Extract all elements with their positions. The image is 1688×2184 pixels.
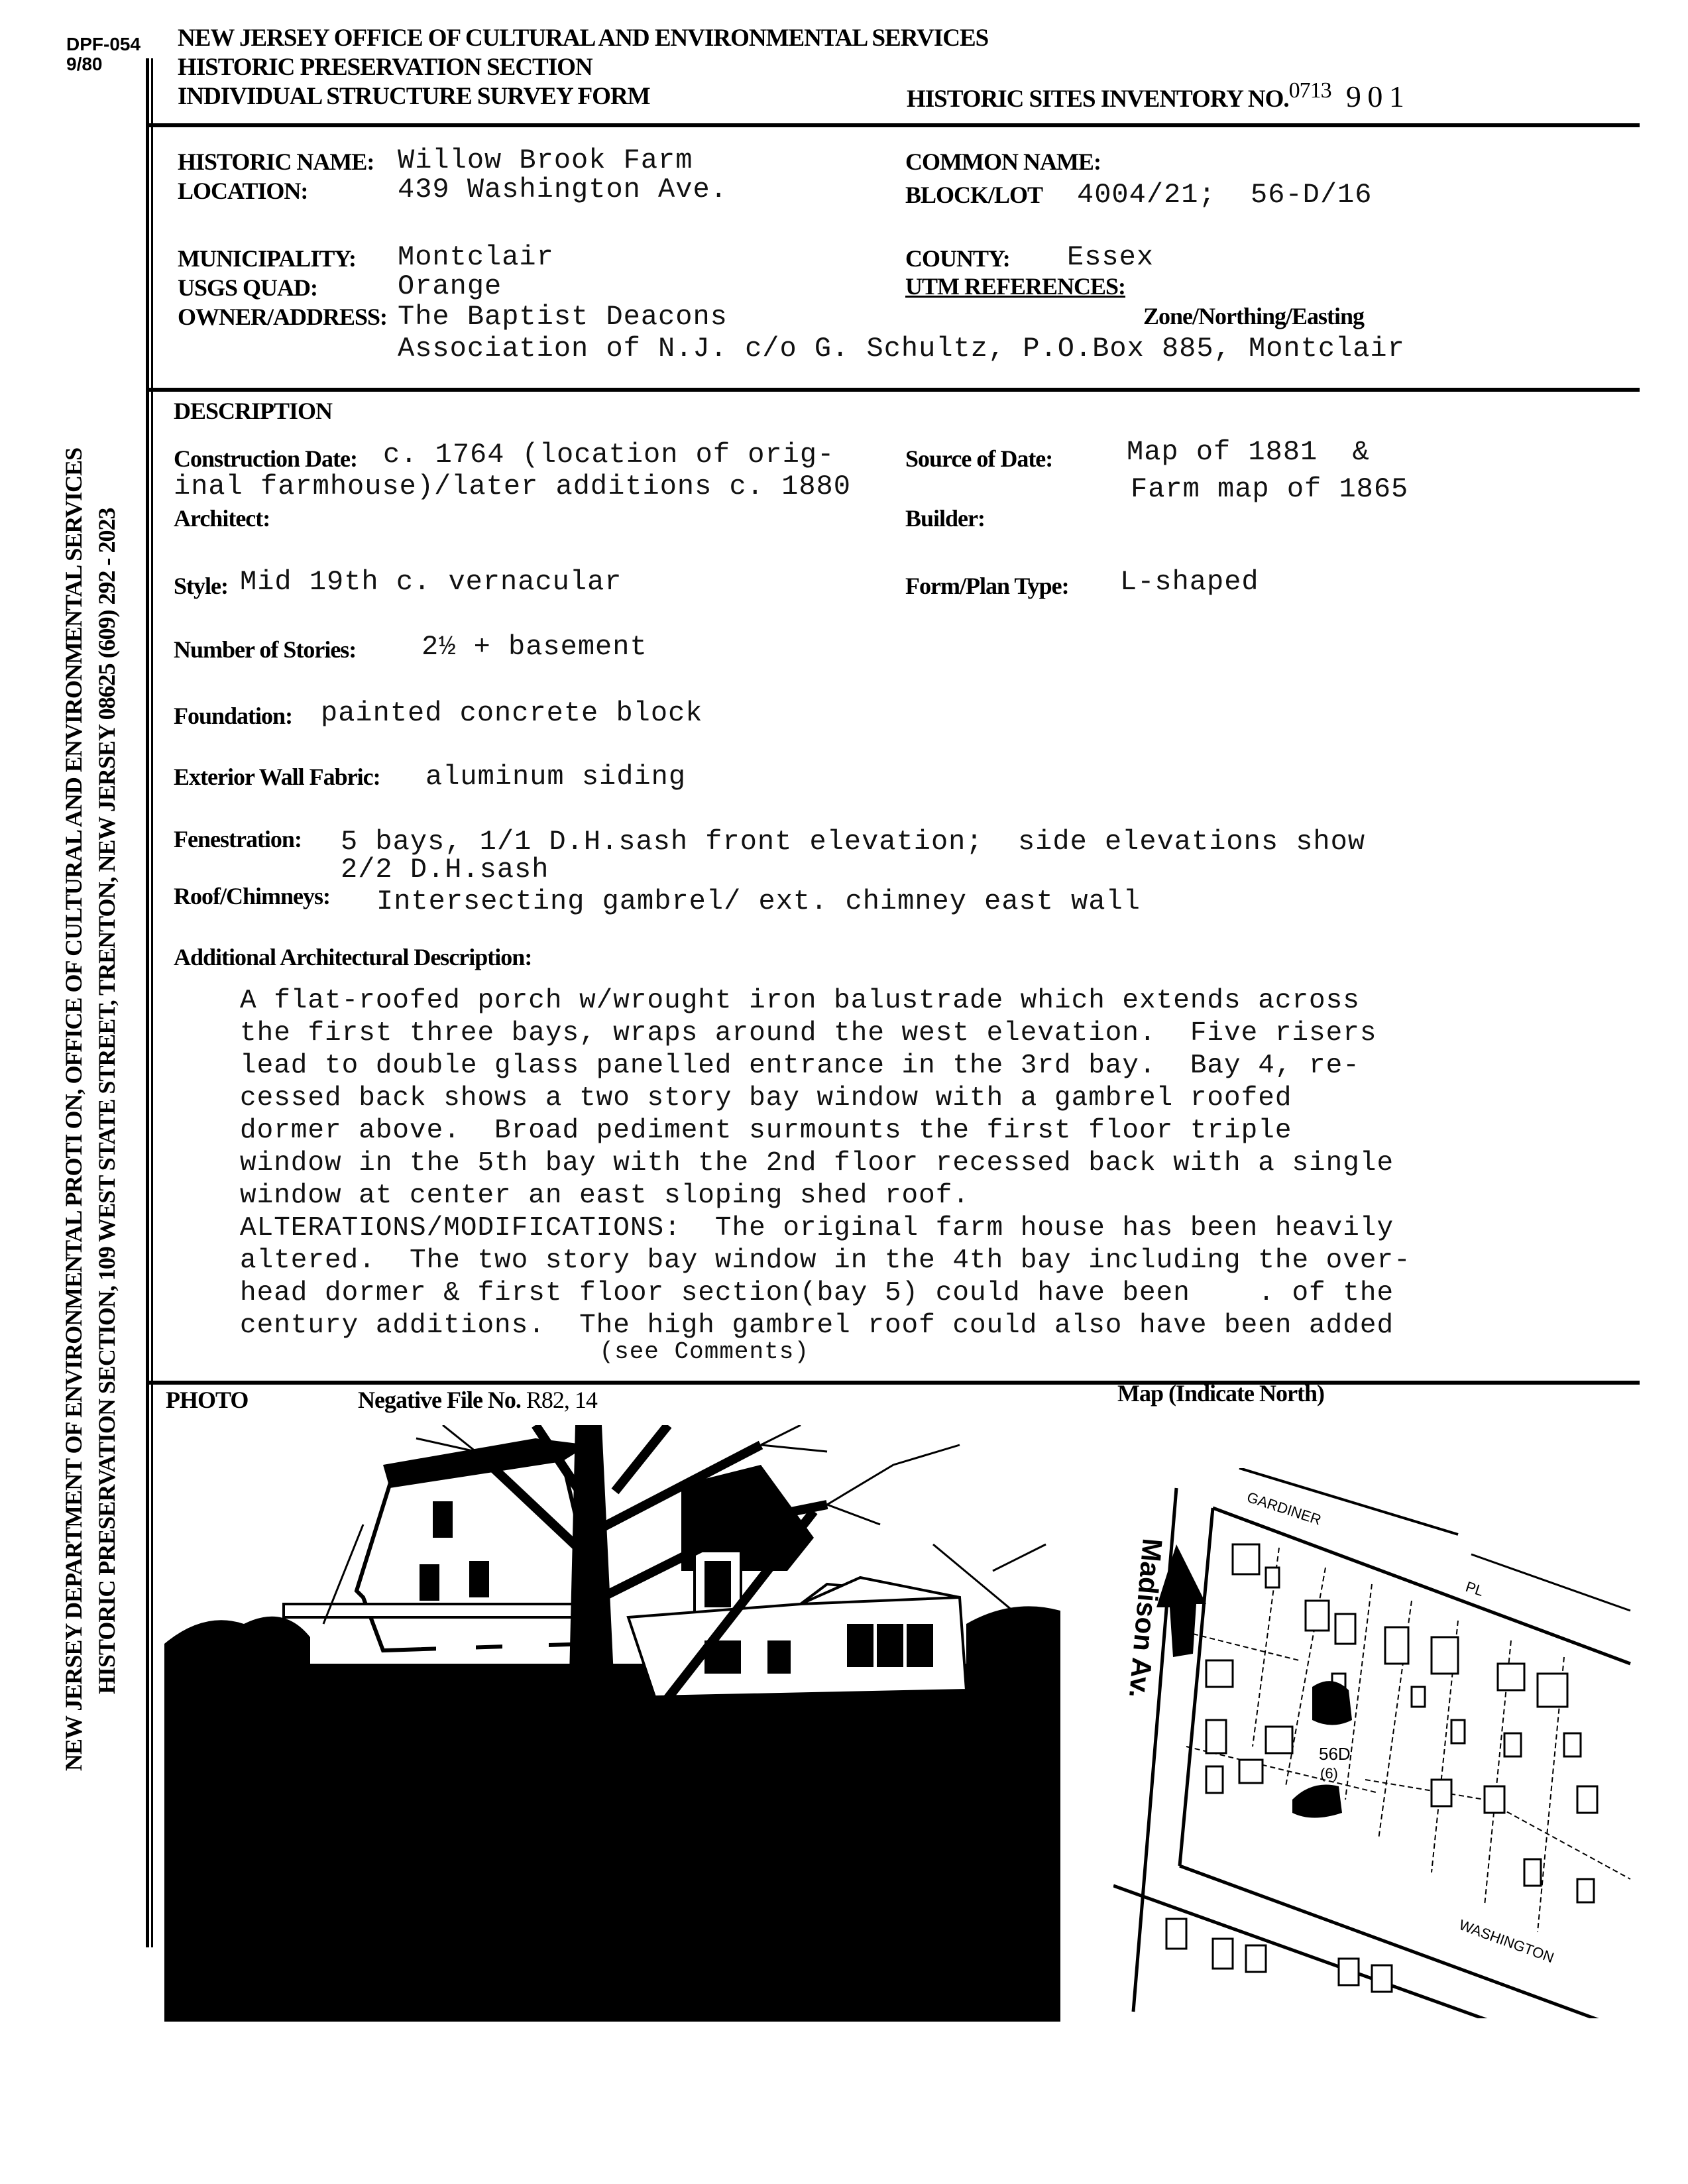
negative-file-field	[358, 1385, 597, 1414]
foundation-value: painted concrete block	[321, 697, 703, 729]
left-border-outer	[146, 58, 149, 1947]
photo-window	[907, 1624, 933, 1667]
construction-date-line-2: inal farmhouse)/later additions c. 1880	[174, 471, 851, 502]
block-lot-label: BLOCK/LOT	[905, 182, 1043, 208]
utm-sublabel: Zone/Northing/Easting	[1143, 303, 1365, 329]
roof-chimneys-value: Intersecting gambrel/ ext. chimney east wall	[376, 886, 1141, 917]
map-street-label: WASHINGTON	[1457, 1916, 1557, 1967]
map-street-label: PL	[1463, 1578, 1486, 1600]
photo-window	[877, 1624, 903, 1667]
inventory-number: 9 0 1	[1345, 80, 1404, 113]
map-street-label: GARDINER	[1245, 1488, 1323, 1528]
builder-label: Builder:	[905, 505, 985, 532]
alterations-line: head dormer & first floor section(bay 5) could have been . of the	[240, 1278, 1394, 1308]
usgs-quad-value: Orange	[398, 270, 502, 302]
form-code	[66, 34, 141, 74]
municipality-label: MUNICIPALITY:	[178, 245, 357, 272]
map-street-label: Madison Av.	[1123, 1537, 1168, 1699]
description-line: A flat-roofed porch w/wrought iron balustrade which extends across	[240, 986, 1360, 1016]
divider-identification	[147, 388, 1640, 392]
utm-references-label: UTM REFERENCES:	[905, 273, 1126, 300]
see-comments-note: (see Comments)	[240, 1338, 809, 1365]
form-code-number: DPF-054	[66, 34, 141, 54]
description-line: cessed back shows a two story bay window with a gambrel roofed	[240, 1083, 1292, 1114]
source-of-date-label: Source of Date:	[905, 445, 1053, 472]
plat-map-illustration	[1113, 1468, 1637, 2018]
county-label: COUNTY:	[905, 245, 1010, 272]
map-label: Map (Indicate North)	[1117, 1380, 1324, 1407]
location-map	[1113, 1468, 1637, 2018]
fenestration-line-2: 2/2 D.H.sash	[341, 854, 549, 886]
sidebar-address-line: HISTORIC PRESERVATION SECTION, 109 WEST STATE STREET, TRENTON, NEW JERSEY 08625 (609) 292 - 2023	[93, 508, 120, 1694]
common-name-label: COMMON NAME:	[905, 148, 1101, 175]
photo-window	[847, 1624, 873, 1667]
source-of-date-line-2: Farm map of 1865	[1131, 473, 1409, 505]
alterations-line: altered. The two story bay window in the 4th bay including the over-	[240, 1245, 1411, 1276]
negative-file-number: R82, 14	[526, 1387, 597, 1413]
description-line: the first three bays, wraps around the west elevation. Five risers	[240, 1018, 1377, 1049]
alterations-line: century additions. The high gambrel roof could also have been added	[240, 1310, 1394, 1341]
map-lot-sublabel: (6)	[1320, 1765, 1338, 1782]
photo-window	[433, 1501, 453, 1538]
form-plan-label: Form/Plan Type:	[905, 573, 1069, 599]
description-section-label: DESCRIPTION	[174, 398, 333, 424]
description-line: lead to double glass panelled entrance in the 3rd bay. Bay 4, re-	[240, 1051, 1360, 1081]
alterations-line: ALTERATIONS/MODIFICATIONS: The original farm house has been heavily	[240, 1213, 1394, 1243]
stories-label: Number of Stories:	[174, 636, 357, 663]
owner-line-2: Association of N.J. c/o G. Schultz, P.O.Box 885, Montclair	[398, 333, 1405, 365]
location-label: LOCATION:	[178, 178, 308, 204]
stories-value: 2½ + basement	[422, 631, 647, 663]
wall-fabric-label: Exterior Wall Fabric:	[174, 764, 380, 790]
divider-header	[147, 123, 1640, 127]
inventory-label: HISTORIC SITES INVENTORY NO.	[907, 86, 1289, 113]
photo-window	[420, 1564, 439, 1601]
description-line: window in the 5th bay with the 2nd floor recessed back with a single	[240, 1148, 1394, 1178]
fenestration-line-1: 5 bays, 1/1 D.H.sash front elevation; side elevations show	[341, 826, 1366, 858]
photo-window	[767, 1640, 791, 1674]
left-border-inner	[151, 58, 153, 1947]
fenestration-label: Fenestration:	[174, 826, 302, 852]
photo-right-bushes	[966, 1606, 1060, 1690]
photo-ground	[164, 1664, 1060, 2022]
house-photograph	[164, 1425, 1060, 2022]
form-title: INDIVIDUAL STRUCTURE SURVEY FORM	[178, 83, 650, 110]
block-lot-value: 4004/21; 56-D/16	[1077, 179, 1373, 211]
photo-porch-steps	[502, 1631, 549, 1664]
description-line: dormer above. Broad pediment surmounts the first floor triple	[240, 1116, 1292, 1146]
photo-window	[469, 1561, 489, 1597]
divider-description	[147, 1381, 1640, 1385]
source-of-date-line-1: Map of 1881 &	[1127, 436, 1370, 468]
architect-label: Architect:	[174, 505, 270, 532]
sidebar-department-line: NEW JERSEY DEPARTMENT OF ENVIRONMENTAL PROTI ON, OFFICE OF CULTURAL AND ENVIRONMENTAL SERVICES	[60, 447, 87, 1771]
county-value: Essex	[1067, 241, 1154, 273]
agency-title: NEW JERSEY OFFICE OF CULTURAL AND ENVIRONMENTAL SERVICES	[178, 25, 989, 52]
construction-date-label: Construction Date:	[174, 445, 357, 472]
form-plan-value: L-shaped	[1120, 566, 1259, 598]
photo-label: PHOTO	[166, 1387, 249, 1413]
additional-description-label: Additional Architectural Description:	[174, 944, 532, 970]
historic-name-value: Willow Brook Farm	[398, 144, 693, 176]
owner-line-1: The Baptist Deacons	[398, 301, 728, 333]
style-label: Style:	[174, 573, 228, 599]
negative-file-label: Negative File No.	[358, 1387, 521, 1413]
construction-date-line-1: c. 1764 (location of orig-	[383, 439, 835, 471]
roof-chimneys-label: Roof/Chimneys:	[174, 883, 330, 909]
municipality-value: Montclair	[398, 241, 554, 273]
description-line: window at center an east sloping shed roof.	[240, 1180, 970, 1211]
section-title: HISTORIC PRESERVATION SECTION	[178, 54, 592, 81]
style-value: Mid 19th c. vernacular	[240, 566, 622, 598]
map-lot-label: 56D	[1319, 1744, 1351, 1764]
location-value: 439 Washington Ave.	[398, 174, 728, 205]
inventory-prefix: 0713	[1288, 78, 1331, 103]
form-revision: 9/80	[66, 54, 103, 74]
foundation-label: Foundation:	[174, 703, 293, 729]
usgs-quad-label: USGS QUAD:	[178, 274, 318, 301]
owner-address-label: OWNER/ADDRESS:	[178, 304, 388, 330]
wall-fabric-value: aluminum siding	[425, 761, 687, 793]
inventory-number-field	[907, 78, 1404, 113]
additional-description-text	[240, 985, 1411, 1365]
house-photo-illustration	[164, 1425, 1060, 2022]
historic-name-label: HISTORIC NAME:	[178, 148, 374, 175]
photo-porch-steps	[436, 1637, 476, 1664]
